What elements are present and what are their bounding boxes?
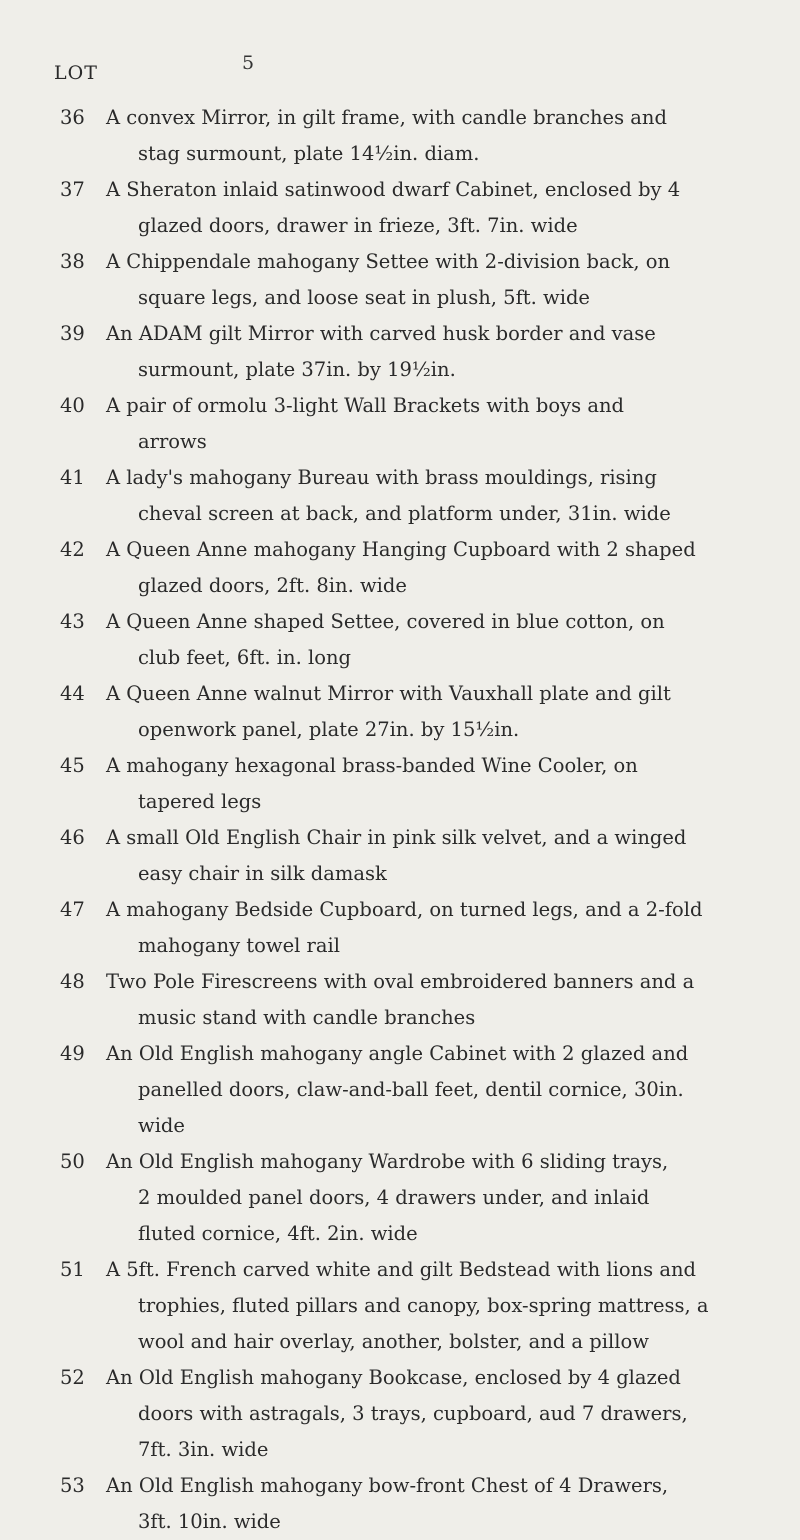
lot-description-line: A small Old English Chair in pink silk velvet, and a winged: [106, 826, 687, 849]
lot-description-line: wool and hair overlay, another, bolster, and a pillow: [138, 1330, 649, 1353]
lot-column-header: LOT: [54, 62, 98, 84]
lot-entry: [0, 820, 800, 892]
lot-description-line: surmount, plate 37in. by 19½in.: [138, 358, 456, 381]
lot-description-line: club feet, 6ft. in. long: [138, 646, 351, 669]
lot-number: 36: [60, 106, 85, 129]
lot-entry: [0, 604, 800, 676]
lot-number: 39: [60, 322, 85, 345]
lot-description-line: An Old English mahogany Bookcase, enclosed by 4 glazed: [106, 1366, 681, 1389]
lot-description-line: An Old English mahogany bow-front Chest of 4 Drawers,: [106, 1474, 669, 1497]
lot-entry: [0, 964, 800, 1036]
lot-description-line: A mahogany hexagonal brass-banded Wine Cooler, on: [106, 754, 638, 777]
lot-description-line: A Sheraton inlaid satinwood dwarf Cabinet, enclosed by 4: [106, 178, 681, 201]
lot-number: 52: [60, 1366, 85, 1389]
lot-description-line: A lady's mahogany Bureau with brass mouldings, rising: [106, 466, 657, 489]
lot-number: 50: [60, 1150, 85, 1173]
lot-number: 48: [60, 970, 85, 993]
lot-description-line: easy chair in silk damask: [138, 862, 387, 885]
lot-entry: [0, 1360, 800, 1468]
lot-number: 53: [60, 1474, 85, 1497]
lot-number: 37: [60, 178, 85, 201]
lot-description-line: 2 moulded panel doors, 4 drawers under, and inlaid: [138, 1186, 650, 1209]
lot-description: [106, 892, 766, 964]
lot-number: 51: [60, 1258, 85, 1281]
lot-list: [0, 100, 800, 1540]
lot-entry: [0, 676, 800, 748]
lot-description-line: trophies, fluted pillars and canopy, box-spring mattress, a: [138, 1294, 709, 1317]
lot-description-line: 7ft. 3in. wide: [138, 1438, 269, 1461]
lot-number: 45: [60, 754, 85, 777]
lot-number: 40: [60, 394, 85, 417]
lot-description-line: A convex Mirror, in gilt frame, with candle branches and: [106, 106, 667, 129]
lot-description-line: A pair of ormolu 3-light Wall Brackets with boys and: [106, 394, 625, 417]
lot-description: [106, 388, 766, 460]
lot-description-line: stag surmount, plate 14½in. diam.: [138, 142, 480, 165]
lot-description-line: wide: [138, 1114, 185, 1137]
lot-number: 46: [60, 826, 85, 849]
lot-number: 41: [60, 466, 85, 489]
page-number: 5: [242, 52, 255, 74]
lot-description-line: Two Pole Firescreens with oval embroidered banners and a: [106, 970, 695, 993]
lot-description: [106, 244, 766, 316]
lot-description-line: An ADAM gilt Mirror with carved husk border and vase: [106, 322, 656, 345]
lot-description-line: panelled doors, claw-and-ball feet, dentil cornice, 30in.: [138, 1078, 684, 1101]
lot-description-line: cheval screen at back, and platform under, 31in. wide: [138, 502, 671, 525]
lot-entry: [0, 1036, 800, 1144]
lot-description: [106, 748, 766, 820]
lot-description-line: doors with astragals, 3 trays, cupboard, aud 7 drawers,: [138, 1402, 688, 1425]
lot-description: [106, 172, 766, 244]
lot-description: [106, 820, 766, 892]
lot-description-line: A mahogany Bedside Cupboard, on turned legs, and a 2-fold: [106, 898, 703, 921]
lot-entry: [0, 244, 800, 316]
lot-entry: [0, 748, 800, 820]
lot-description-line: A Chippendale mahogany Settee with 2-division back, on: [106, 250, 671, 273]
lot-description-line: An Old English mahogany angle Cabinet with 2 glazed and: [106, 1042, 689, 1065]
lot-entry: [0, 388, 800, 460]
lot-description: [106, 316, 766, 388]
lot-entry: [0, 1468, 800, 1540]
lot-description-line: A Queen Anne mahogany Hanging Cupboard with 2 shaped: [106, 538, 696, 561]
lot-entry: [0, 172, 800, 244]
lot-entry: [0, 316, 800, 388]
lot-description-line: arrows: [138, 430, 207, 453]
lot-description: [106, 532, 766, 604]
lot-entry: [0, 460, 800, 532]
lot-description: [106, 1144, 766, 1252]
lot-description: [106, 100, 766, 172]
lot-description: [106, 1252, 766, 1360]
lot-description-line: tapered legs: [138, 790, 262, 813]
lot-description: [106, 964, 766, 1036]
lot-description-line: A Queen Anne shaped Settee, covered in blue cotton, on: [106, 610, 665, 633]
lot-description-line: openwork panel, plate 27in. by 15½in.: [138, 718, 520, 741]
lot-entry: [0, 100, 800, 172]
lot-description: [106, 460, 766, 532]
lot-description: [106, 1468, 766, 1540]
lot-entry: [0, 1144, 800, 1252]
lot-description: [106, 676, 766, 748]
lot-number: 42: [60, 538, 85, 561]
lot-entry: [0, 532, 800, 604]
lot-number: 38: [60, 250, 85, 273]
lot-number: 49: [60, 1042, 85, 1065]
lot-description: [106, 1036, 766, 1144]
lot-description-line: glazed doors, 2ft. 8in. wide: [138, 574, 407, 597]
lot-description-line: A Queen Anne walnut Mirror with Vauxhall plate and gilt: [106, 682, 671, 705]
lot-description: [106, 1360, 766, 1468]
lot-number: 44: [60, 682, 85, 705]
lot-description: [106, 604, 766, 676]
lot-description-line: mahogany towel rail: [138, 934, 340, 957]
lot-entry: [0, 1252, 800, 1360]
lot-description-line: 3ft. 10in. wide: [138, 1510, 281, 1533]
lot-number: 43: [60, 610, 85, 633]
lot-description-line: fluted cornice, 4ft. 2in. wide: [138, 1222, 418, 1245]
lot-number: 47: [60, 898, 85, 921]
lot-description-line: music stand with candle branches: [138, 1006, 476, 1029]
lot-entry: [0, 892, 800, 964]
lot-description-line: square legs, and loose seat in plush, 5ft. wide: [138, 286, 590, 309]
lot-description-line: glazed doors, drawer in frieze, 3ft. 7in. wide: [138, 214, 578, 237]
lot-description-line: An Old English mahogany Wardrobe with 6 sliding trays,: [106, 1150, 669, 1173]
lot-description-line: A 5ft. French carved white and gilt Bedstead with lions and: [106, 1258, 696, 1281]
